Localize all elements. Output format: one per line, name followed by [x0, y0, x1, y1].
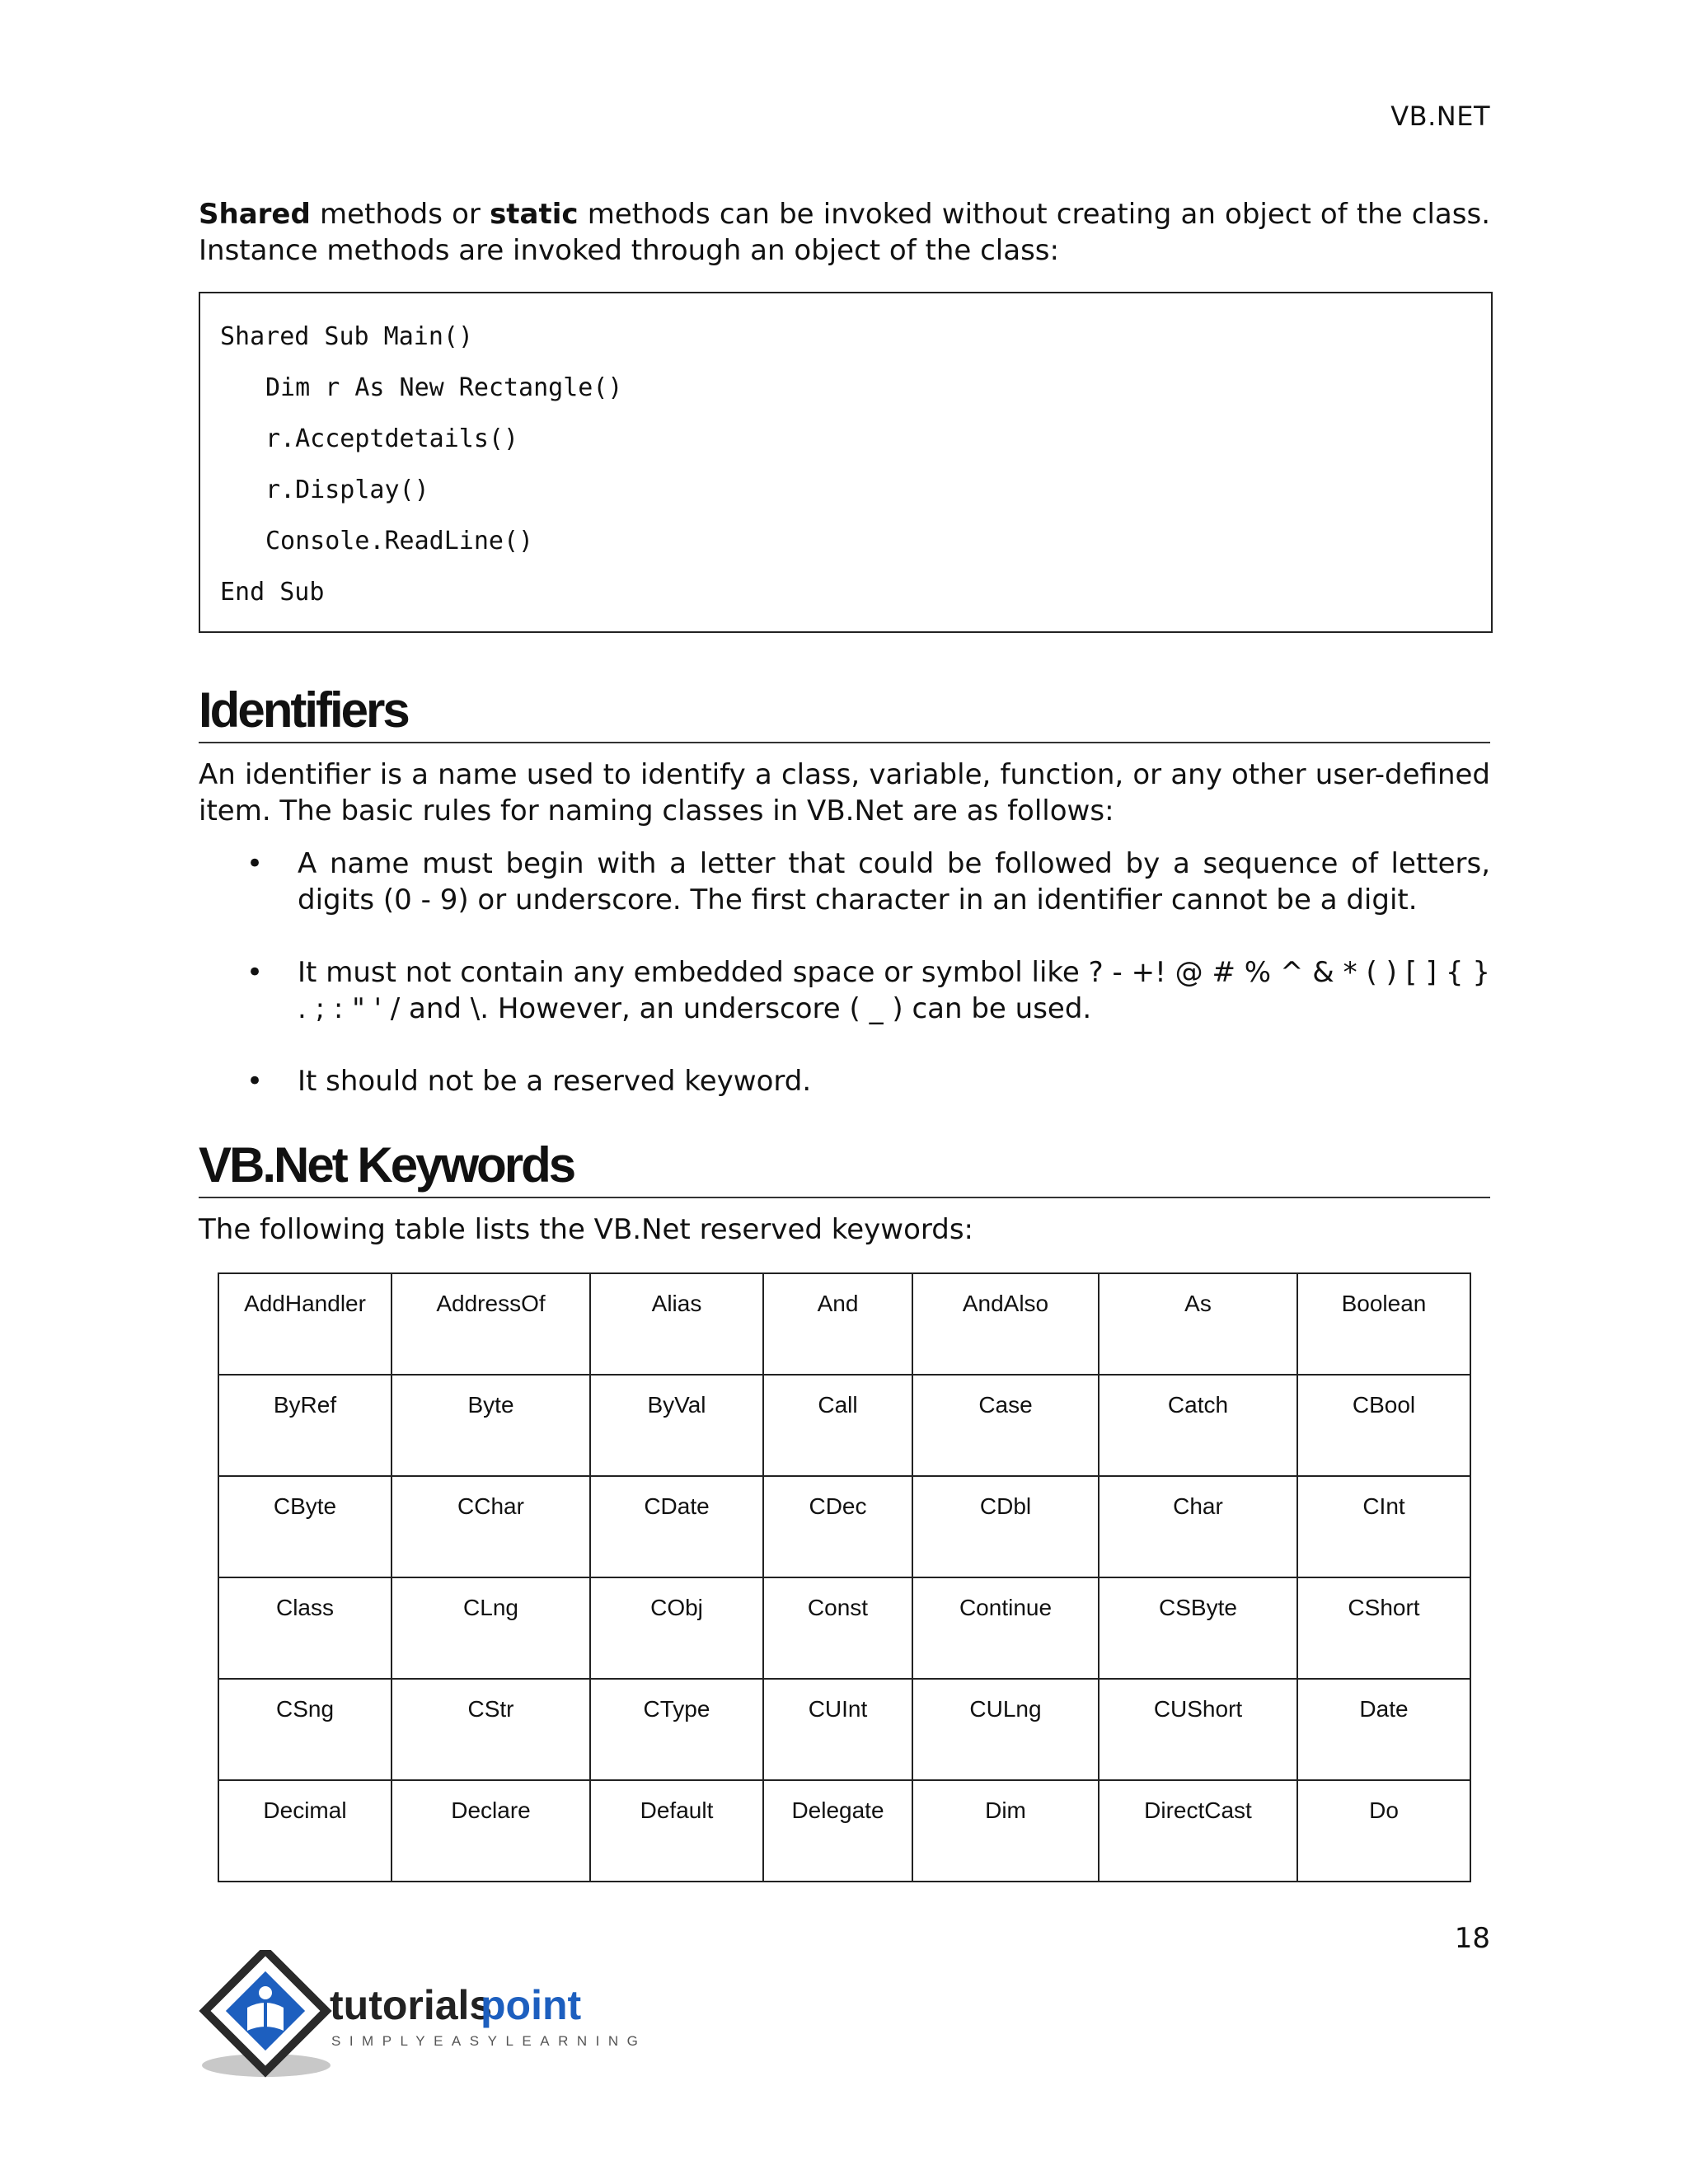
- logo-word-point: point: [481, 1982, 582, 2028]
- keywords-heading: VB.Net Keywords: [199, 1136, 1490, 1198]
- keyword-cell: ByVal: [590, 1375, 763, 1476]
- intro-text-1: methods or: [310, 198, 490, 231]
- list-item-text: It should not be a reserved keyword.: [298, 1065, 812, 1098]
- keyword-cell: AddHandler: [218, 1273, 392, 1375]
- keyword-cell: CLng: [392, 1577, 590, 1679]
- bullet-icon: •: [246, 847, 264, 880]
- bullet-icon: •: [246, 1065, 264, 1098]
- keyword-cell: CType: [590, 1679, 763, 1780]
- keyword-cell: CSng: [218, 1679, 392, 1780]
- table-row: [218, 1679, 1470, 1780]
- code-line: End Sub: [220, 578, 325, 607]
- list-item: [199, 1063, 1490, 1099]
- table-row: [218, 1780, 1470, 1882]
- keywords-intro: The following table lists the VB.Net reserved keywords:: [199, 1213, 974, 1246]
- list-item-text: It must not contain any embedded space or symbol like ? - +! @ # % ^ & * ( ) [ ] { } . ; : " ' / and \. However, an underscore ( _ ) can be used.: [298, 956, 1490, 1025]
- logo-tagline: SIMPLYEASYLEARNING: [331, 2033, 647, 2049]
- keyword-cell: CChar: [392, 1476, 590, 1577]
- keyword-cell: CShort: [1297, 1577, 1470, 1679]
- keyword-cell: Byte: [392, 1375, 590, 1476]
- list-item: [199, 954, 1490, 1027]
- keyword-cell: Declare: [392, 1780, 590, 1882]
- keyword-cell: CBool: [1297, 1375, 1470, 1476]
- keyword-cell: DirectCast: [1099, 1780, 1297, 1882]
- keyword-cell: ByRef: [218, 1375, 392, 1476]
- keyword-cell: Char: [1099, 1476, 1297, 1577]
- keyword-cell: Delegate: [763, 1780, 912, 1882]
- code-block: [199, 292, 1493, 633]
- table-row: [218, 1577, 1470, 1679]
- keyword-cell: CStr: [392, 1679, 590, 1780]
- keyword-cell: Date: [1297, 1679, 1470, 1780]
- keyword-cell: Const: [763, 1577, 912, 1679]
- keyword-cell: CULng: [912, 1679, 1099, 1780]
- keyword-cell: AndAlso: [912, 1273, 1099, 1375]
- page-content: [199, 196, 1490, 1882]
- code-line: r.Acceptdetails(): [265, 424, 519, 453]
- bullet-icon: •: [246, 956, 264, 989]
- keyword-cell: CSByte: [1099, 1577, 1297, 1679]
- page-number: 18: [1454, 1922, 1490, 1955]
- keyword-cell: Class: [218, 1577, 392, 1679]
- keyword-cell: Catch: [1099, 1375, 1297, 1476]
- intro-text-2: methods can be invoked without creating an object of the class. Instance methods are invoked through an object of the class:: [199, 198, 1491, 267]
- code-line: Shared Sub Main(): [220, 322, 474, 351]
- code-line: Dim r As New Rectangle(): [265, 373, 623, 402]
- tutorialspoint-logo: [196, 1950, 658, 2093]
- keyword-cell: CByte: [218, 1476, 392, 1577]
- code-line: Console.ReadLine(): [265, 527, 534, 555]
- intro-paragraph: [199, 196, 1490, 269]
- keyword-cell: As: [1099, 1273, 1297, 1375]
- page-header-label: VB.NET: [1390, 101, 1490, 132]
- list-item-text: A name must begin with a letter that could be followed by a sequence of letters, digits (0 - 9) or underscore. The first character in an identifier cannot be a digit.: [298, 847, 1490, 916]
- keyword-cell: Call: [763, 1375, 912, 1476]
- shared-keyword: Shared: [199, 198, 311, 231]
- table-row: [218, 1273, 1470, 1375]
- keyword-cell: Do: [1297, 1780, 1470, 1882]
- keyword-cell: And: [763, 1273, 912, 1375]
- keyword-cell: Continue: [912, 1577, 1099, 1679]
- logo-graphic: [196, 1950, 658, 2090]
- keyword-cell: CDbl: [912, 1476, 1099, 1577]
- keyword-cell: AddressOf: [392, 1273, 590, 1375]
- keyword-cell: Dim: [912, 1780, 1099, 1882]
- keywords-table: [218, 1272, 1471, 1882]
- keyword-cell: CUInt: [763, 1679, 912, 1780]
- logo-word-tutorials: tutorials: [330, 1982, 493, 2028]
- keyword-cell: Case: [912, 1375, 1099, 1476]
- keyword-cell: Default: [590, 1780, 763, 1882]
- static-keyword: static: [490, 198, 579, 231]
- keyword-cell: Decimal: [218, 1780, 392, 1882]
- code-line: r.Display(): [265, 476, 429, 504]
- keyword-cell: CInt: [1297, 1476, 1470, 1577]
- keyword-cell: CDate: [590, 1476, 763, 1577]
- list-item: [199, 846, 1490, 918]
- keyword-cell: Boolean: [1297, 1273, 1470, 1375]
- keyword-cell: CDec: [763, 1476, 912, 1577]
- keyword-cell: CObj: [590, 1577, 763, 1679]
- table-row: [218, 1476, 1470, 1577]
- identifier-rules-list: [199, 846, 1490, 1099]
- identifiers-intro: An identifier is a name used to identify a class, variable, function, or any other user-defined item. The basic rules for naming classes in VB.Net are as follows:: [199, 758, 1490, 827]
- keyword-cell: CUShort: [1099, 1679, 1297, 1780]
- keyword-cell: Alias: [590, 1273, 763, 1375]
- identifiers-heading: Identifiers: [199, 681, 1490, 743]
- table-row: [218, 1375, 1470, 1476]
